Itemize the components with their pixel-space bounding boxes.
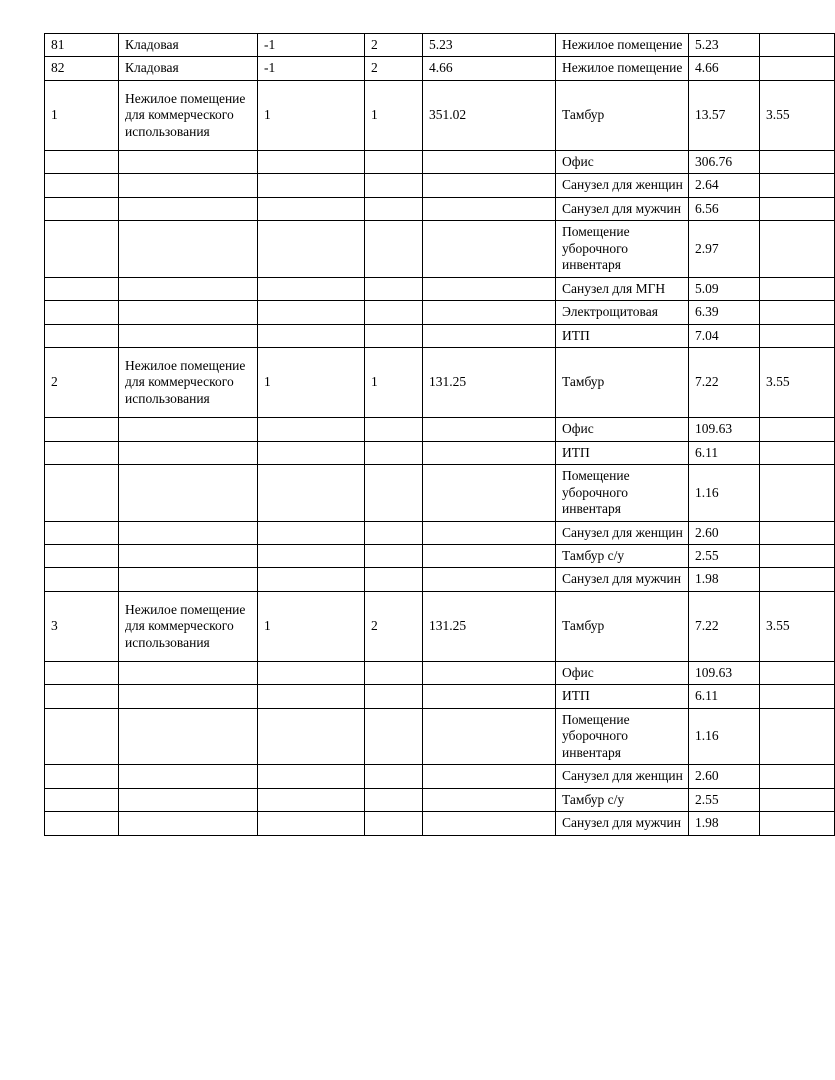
cell-floor: 1 xyxy=(258,80,365,150)
cell-extra xyxy=(760,301,835,324)
cell-entrance: 2 xyxy=(365,57,423,80)
cell-room_name: Тамбур с/у xyxy=(556,788,689,811)
cell-room_name: Офис xyxy=(556,150,689,173)
cell-room_area: 13.57 xyxy=(689,80,760,150)
cell-entrance xyxy=(365,685,423,708)
premises-table xyxy=(44,33,835,836)
cell-type xyxy=(119,301,258,324)
cell-num xyxy=(45,418,119,441)
cell-floor xyxy=(258,521,365,544)
cell-floor: -1 xyxy=(258,34,365,57)
table-body xyxy=(45,34,835,836)
table-row xyxy=(45,465,835,521)
cell-entrance xyxy=(365,465,423,521)
table-row xyxy=(45,441,835,464)
cell-num xyxy=(45,465,119,521)
cell-floor xyxy=(258,150,365,173)
cell-room_area: 2.97 xyxy=(689,221,760,277)
cell-num xyxy=(45,788,119,811)
cell-type xyxy=(119,221,258,277)
cell-room_area: 7.04 xyxy=(689,324,760,347)
cell-room_area: 2.60 xyxy=(689,765,760,788)
cell-type: Кладовая xyxy=(119,34,258,57)
cell-entrance xyxy=(365,521,423,544)
cell-num: 82 xyxy=(45,57,119,80)
cell-room_name: Тамбур xyxy=(556,80,689,150)
table-row xyxy=(45,544,835,567)
cell-room_name: Санузел для женщин xyxy=(556,521,689,544)
cell-num xyxy=(45,221,119,277)
cell-total_area xyxy=(423,150,556,173)
cell-num: 3 xyxy=(45,591,119,661)
cell-room_name: ИТП xyxy=(556,685,689,708)
cell-floor xyxy=(258,708,365,764)
cell-total_area xyxy=(423,418,556,441)
cell-floor xyxy=(258,465,365,521)
table-row xyxy=(45,685,835,708)
cell-num xyxy=(45,174,119,197)
cell-total_area xyxy=(423,324,556,347)
cell-floor xyxy=(258,812,365,835)
cell-entrance: 1 xyxy=(365,80,423,150)
cell-room_area: 5.09 xyxy=(689,277,760,300)
table-row xyxy=(45,174,835,197)
cell-room_area: 1.98 xyxy=(689,568,760,591)
cell-room_area: 1.16 xyxy=(689,465,760,521)
cell-room_name: Нежилое помещение xyxy=(556,57,689,80)
cell-entrance: 1 xyxy=(365,348,423,418)
cell-floor: 1 xyxy=(258,348,365,418)
cell-entrance xyxy=(365,150,423,173)
cell-room_name: Тамбур xyxy=(556,591,689,661)
cell-entrance xyxy=(365,544,423,567)
cell-num xyxy=(45,324,119,347)
cell-extra xyxy=(760,765,835,788)
table-row xyxy=(45,661,835,684)
cell-room_area: 2.55 xyxy=(689,544,760,567)
cell-num xyxy=(45,197,119,220)
cell-room_name: Тамбур с/у xyxy=(556,544,689,567)
cell-extra xyxy=(760,57,835,80)
cell-room_area: 7.22 xyxy=(689,348,760,418)
cell-floor xyxy=(258,765,365,788)
cell-total_area xyxy=(423,568,556,591)
cell-extra xyxy=(760,174,835,197)
cell-total_area: 5.23 xyxy=(423,34,556,57)
cell-extra xyxy=(760,788,835,811)
cell-entrance xyxy=(365,568,423,591)
cell-room_name: Санузел для мужчин xyxy=(556,812,689,835)
cell-type xyxy=(119,788,258,811)
cell-floor xyxy=(258,418,365,441)
cell-entrance xyxy=(365,301,423,324)
cell-floor: -1 xyxy=(258,57,365,80)
cell-type xyxy=(119,174,258,197)
cell-room_name: ИТП xyxy=(556,324,689,347)
cell-total_area: 131.25 xyxy=(423,348,556,418)
table-row xyxy=(45,197,835,220)
table-row xyxy=(45,80,835,150)
cell-room_name: Санузел для мужчин xyxy=(556,197,689,220)
cell-total_area xyxy=(423,708,556,764)
table-row xyxy=(45,521,835,544)
cell-room_area: 2.64 xyxy=(689,174,760,197)
cell-total_area xyxy=(423,661,556,684)
cell-extra xyxy=(760,34,835,57)
table-row xyxy=(45,150,835,173)
table-row xyxy=(45,765,835,788)
cell-num xyxy=(45,568,119,591)
cell-extra: 3.55 xyxy=(760,591,835,661)
table-row xyxy=(45,57,835,80)
table-row xyxy=(45,591,835,661)
cell-num xyxy=(45,812,119,835)
cell-extra xyxy=(760,441,835,464)
cell-total_area xyxy=(423,301,556,324)
cell-room_area: 7.22 xyxy=(689,591,760,661)
cell-extra xyxy=(760,685,835,708)
cell-num xyxy=(45,521,119,544)
cell-type xyxy=(119,568,258,591)
cell-entrance xyxy=(365,788,423,811)
cell-floor xyxy=(258,544,365,567)
cell-total_area xyxy=(423,221,556,277)
cell-total_area xyxy=(423,174,556,197)
table-row xyxy=(45,348,835,418)
cell-type xyxy=(119,685,258,708)
cell-room_name: Помещение уборочного инвентаря xyxy=(556,221,689,277)
table-row xyxy=(45,568,835,591)
cell-type xyxy=(119,521,258,544)
cell-type: Нежилое помещение для коммерческого использования xyxy=(119,348,258,418)
cell-type: Нежилое помещение для коммерческого использования xyxy=(119,80,258,150)
table-row xyxy=(45,418,835,441)
cell-entrance: 2 xyxy=(365,591,423,661)
cell-num xyxy=(45,301,119,324)
cell-entrance xyxy=(365,221,423,277)
cell-room_name: Санузел для мужчин xyxy=(556,568,689,591)
cell-num: 2 xyxy=(45,348,119,418)
cell-room_area: 6.11 xyxy=(689,441,760,464)
cell-floor xyxy=(258,301,365,324)
cell-entrance xyxy=(365,661,423,684)
cell-room_name: Санузел для женщин xyxy=(556,765,689,788)
cell-total_area xyxy=(423,685,556,708)
cell-entrance xyxy=(365,324,423,347)
cell-floor: 1 xyxy=(258,591,365,661)
cell-room_name: ИТП xyxy=(556,441,689,464)
cell-room_area: 2.55 xyxy=(689,788,760,811)
cell-num xyxy=(45,661,119,684)
cell-entrance xyxy=(365,708,423,764)
cell-room_area: 109.63 xyxy=(689,661,760,684)
cell-total_area xyxy=(423,441,556,464)
cell-room_area: 1.16 xyxy=(689,708,760,764)
cell-room_name: Санузел для женщин xyxy=(556,174,689,197)
cell-entrance xyxy=(365,197,423,220)
cell-room_area: 6.56 xyxy=(689,197,760,220)
cell-room_name: Санузел для МГН xyxy=(556,277,689,300)
cell-extra xyxy=(760,708,835,764)
cell-num: 1 xyxy=(45,80,119,150)
cell-num xyxy=(45,708,119,764)
cell-extra xyxy=(760,150,835,173)
cell-room_area: 109.63 xyxy=(689,418,760,441)
cell-extra: 3.55 xyxy=(760,348,835,418)
table-row xyxy=(45,812,835,835)
cell-num xyxy=(45,277,119,300)
cell-extra xyxy=(760,277,835,300)
cell-total_area xyxy=(423,788,556,811)
cell-total_area xyxy=(423,197,556,220)
cell-floor xyxy=(258,788,365,811)
cell-room_area: 6.11 xyxy=(689,685,760,708)
cell-extra xyxy=(760,661,835,684)
cell-entrance xyxy=(365,812,423,835)
cell-floor xyxy=(258,277,365,300)
cell-entrance xyxy=(365,277,423,300)
cell-entrance xyxy=(365,174,423,197)
cell-num xyxy=(45,150,119,173)
cell-total_area xyxy=(423,465,556,521)
cell-extra xyxy=(760,465,835,521)
cell-num xyxy=(45,765,119,788)
cell-type xyxy=(119,197,258,220)
cell-num xyxy=(45,544,119,567)
cell-extra xyxy=(760,324,835,347)
cell-total_area xyxy=(423,812,556,835)
cell-total_area xyxy=(423,544,556,567)
table-row xyxy=(45,301,835,324)
table-row xyxy=(45,708,835,764)
cell-entrance xyxy=(365,418,423,441)
cell-type xyxy=(119,277,258,300)
cell-floor xyxy=(258,324,365,347)
cell-type xyxy=(119,150,258,173)
cell-num xyxy=(45,441,119,464)
cell-total_area xyxy=(423,765,556,788)
cell-room_area: 4.66 xyxy=(689,57,760,80)
table-row xyxy=(45,221,835,277)
cell-floor xyxy=(258,197,365,220)
cell-extra xyxy=(760,197,835,220)
cell-room_name: Электрощитовая xyxy=(556,301,689,324)
cell-room_name: Помещение уборочного инвентаря xyxy=(556,708,689,764)
cell-type xyxy=(119,544,258,567)
cell-num: 81 xyxy=(45,34,119,57)
cell-floor xyxy=(258,174,365,197)
table-row xyxy=(45,788,835,811)
cell-floor xyxy=(258,441,365,464)
cell-num xyxy=(45,685,119,708)
cell-total_area: 4.66 xyxy=(423,57,556,80)
cell-room_area: 5.23 xyxy=(689,34,760,57)
cell-type xyxy=(119,812,258,835)
cell-total_area xyxy=(423,277,556,300)
cell-room_name: Тамбур xyxy=(556,348,689,418)
table-row xyxy=(45,324,835,347)
cell-type xyxy=(119,708,258,764)
cell-room_area: 6.39 xyxy=(689,301,760,324)
cell-type: Нежилое помещение для коммерческого использования xyxy=(119,591,258,661)
cell-room_area: 1.98 xyxy=(689,812,760,835)
cell-extra: 3.55 xyxy=(760,80,835,150)
cell-entrance: 2 xyxy=(365,34,423,57)
cell-total_area: 131.25 xyxy=(423,591,556,661)
cell-room_area: 306.76 xyxy=(689,150,760,173)
cell-entrance xyxy=(365,441,423,464)
cell-type xyxy=(119,324,258,347)
cell-type: Кладовая xyxy=(119,57,258,80)
cell-floor xyxy=(258,568,365,591)
cell-floor xyxy=(258,661,365,684)
cell-type xyxy=(119,465,258,521)
cell-extra xyxy=(760,544,835,567)
cell-room_name: Офис xyxy=(556,418,689,441)
table-row xyxy=(45,34,835,57)
cell-room_name: Помещение уборочного инвентаря xyxy=(556,465,689,521)
cell-total_area: 351.02 xyxy=(423,80,556,150)
cell-type xyxy=(119,441,258,464)
cell-type xyxy=(119,661,258,684)
cell-floor xyxy=(258,221,365,277)
cell-floor xyxy=(258,685,365,708)
cell-total_area xyxy=(423,521,556,544)
cell-type xyxy=(119,418,258,441)
cell-extra xyxy=(760,221,835,277)
cell-extra xyxy=(760,418,835,441)
cell-type xyxy=(119,765,258,788)
cell-room_name: Офис xyxy=(556,661,689,684)
cell-room_area: 2.60 xyxy=(689,521,760,544)
cell-extra xyxy=(760,812,835,835)
table-row xyxy=(45,277,835,300)
cell-extra xyxy=(760,568,835,591)
cell-entrance xyxy=(365,765,423,788)
cell-room_name: Нежилое помещение xyxy=(556,34,689,57)
cell-extra xyxy=(760,521,835,544)
